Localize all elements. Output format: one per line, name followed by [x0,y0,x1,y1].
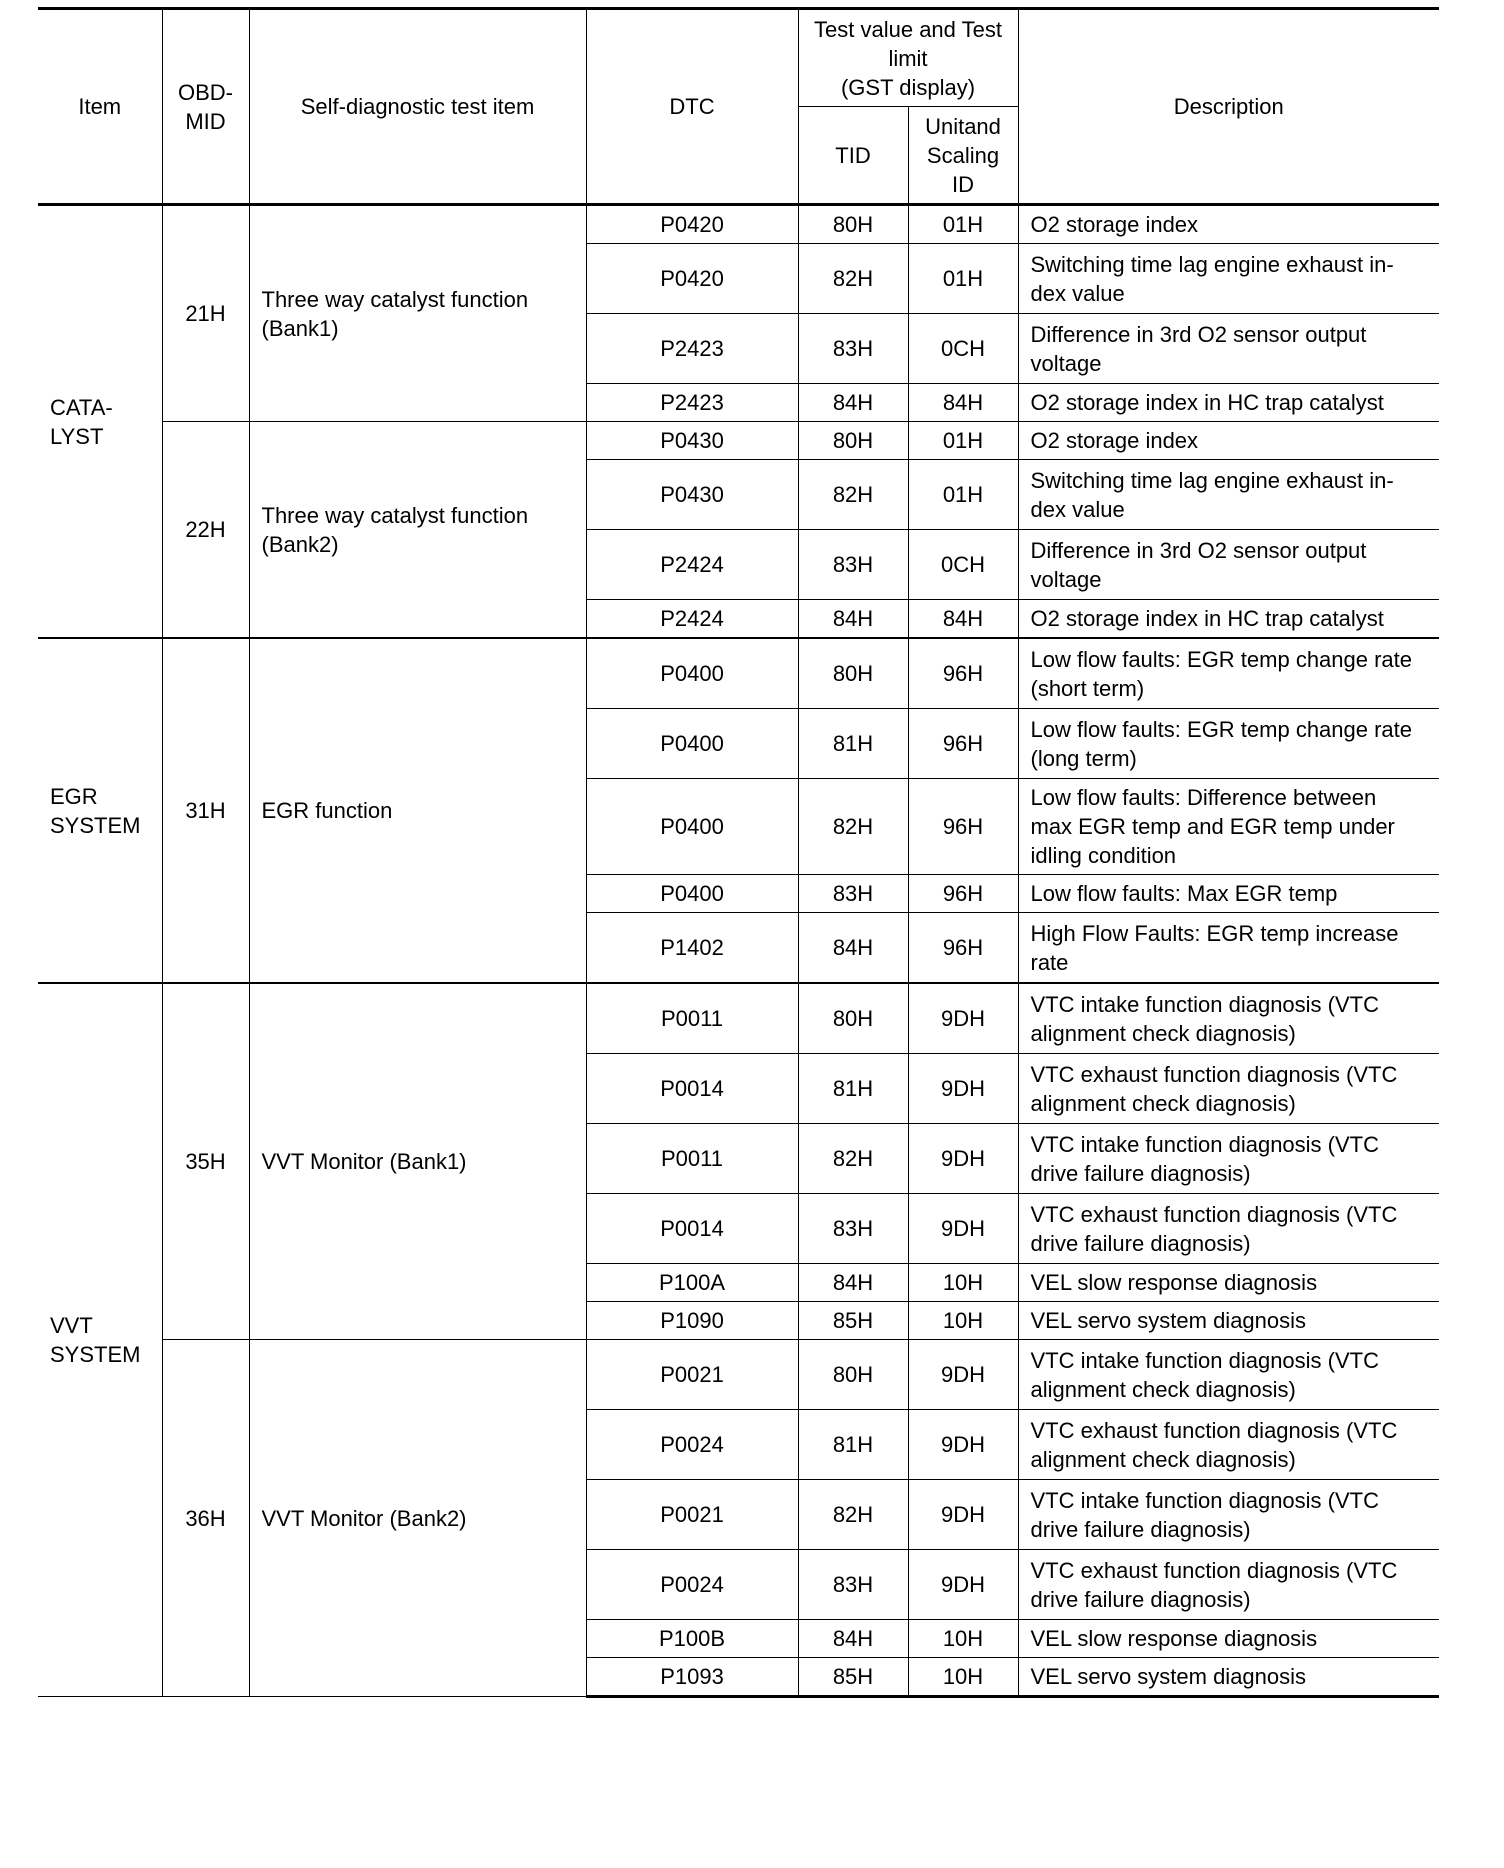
dtc-cell: P100A [586,1264,798,1302]
description-cell: VTC intake function diagnosis (VTC alignment check diagnosis) [1018,983,1439,1054]
obd-mid-cell: 21H [162,205,249,422]
scaling-id-cell: 96H [908,709,1018,779]
header-test-value: Test value and Test limit (GST display) [798,9,1018,107]
scaling-id-cell: 9DH [908,983,1018,1054]
dtc-cell: P0024 [586,1410,798,1480]
table-row [38,1340,1439,1410]
scaling-id-cell: 10H [908,1658,1018,1697]
header-dtc: DTC [586,9,798,205]
scaling-id-cell: 0CH [908,314,1018,384]
dtc-cell: P2424 [586,600,798,639]
test-item-cell: VVT Monitor (Bank1) [249,983,586,1340]
description-cell: VTC exhaust function diagnosis (VTC drive failure diagnosis) [1018,1550,1439,1620]
tid-cell: 83H [798,314,908,384]
obd-test-table [38,7,1439,1698]
tid-cell: 80H [798,983,908,1054]
system-item-cell: EGR SYSTEM [38,638,162,983]
header-item: Item [38,9,162,205]
scaling-id-cell: 9DH [908,1550,1018,1620]
description-cell: VTC intake function diagnosis (VTC alignment check diagnosis) [1018,1340,1439,1410]
scaling-id-cell: 10H [908,1264,1018,1302]
dtc-cell: P0011 [586,983,798,1054]
scaling-id-cell: 9DH [908,1480,1018,1550]
header-test-item: Self-diagnostic test item [249,9,586,205]
header-obd-mid: OBD- MID [162,9,249,205]
scaling-id-cell: 01H [908,460,1018,530]
tid-cell: 84H [798,1264,908,1302]
description-cell: VEL slow response diagnosis [1018,1264,1439,1302]
scaling-id-cell: 84H [908,600,1018,639]
tid-cell: 85H [798,1658,908,1697]
table-row [38,638,1439,709]
tid-cell: 80H [798,422,908,460]
description-cell: VEL servo system diagnosis [1018,1302,1439,1340]
test-item-cell: EGR function [249,638,586,983]
tid-cell: 84H [798,600,908,639]
tid-cell: 83H [798,530,908,600]
scaling-id-cell: 01H [908,244,1018,314]
tid-cell: 84H [798,384,908,422]
description-cell: Difference in 3rd O2 sensor output voltage [1018,314,1439,384]
description-cell: Low flow faults: EGR temp change rate (short term) [1018,638,1439,709]
tid-cell: 82H [798,244,908,314]
dtc-cell: P2423 [586,384,798,422]
scaling-id-cell: 96H [908,913,1018,984]
tid-cell: 83H [798,1550,908,1620]
dtc-cell: P0011 [586,1124,798,1194]
tid-cell: 80H [798,638,908,709]
table-row [38,422,1439,460]
tid-cell: 84H [798,913,908,984]
dtc-cell: P0400 [586,779,798,875]
tid-cell: 84H [798,1620,908,1658]
dtc-cell: P0400 [586,875,798,913]
obd-mid-cell: 36H [162,1340,249,1697]
description-cell: VTC intake function diagnosis (VTC drive failure diagnosis) [1018,1480,1439,1550]
tid-cell: 82H [798,460,908,530]
scaling-id-cell: 96H [908,779,1018,875]
description-cell: Difference in 3rd O2 sensor output voltage [1018,530,1439,600]
tid-cell: 82H [798,1124,908,1194]
scaling-id-cell: 10H [908,1620,1018,1658]
tid-cell: 83H [798,1194,908,1264]
test-item-cell: Three way catalyst function (Bank1) [249,205,586,422]
description-cell: Switching time lag engine exhaust in- dex value [1018,244,1439,314]
dtc-cell: P0021 [586,1480,798,1550]
dtc-cell: P0420 [586,244,798,314]
test-item-cell: Three way catalyst function (Bank2) [249,422,586,639]
scaling-id-cell: 01H [908,422,1018,460]
scaling-id-cell: 84H [908,384,1018,422]
description-cell: Low flow faults: Difference between max EGR temp and EGR temp under idling condition [1018,779,1439,875]
dtc-cell: P1402 [586,913,798,984]
table-row [38,983,1439,1054]
dtc-cell: P0400 [586,638,798,709]
scaling-id-cell: 10H [908,1302,1018,1340]
description-cell: VEL slow response diagnosis [1018,1620,1439,1658]
test-item-cell: VVT Monitor (Bank2) [249,1340,586,1697]
dtc-cell: P0400 [586,709,798,779]
description-cell: VTC exhaust function diagnosis (VTC alignment check diagnosis) [1018,1410,1439,1480]
dtc-cell: P0024 [586,1550,798,1620]
description-cell: VTC exhaust function diagnosis (VTC drive failure diagnosis) [1018,1194,1439,1264]
header-description: Description [1018,9,1439,205]
tid-cell: 81H [798,709,908,779]
dtc-cell: P0014 [586,1194,798,1264]
description-cell: Low flow faults: EGR temp change rate (long term) [1018,709,1439,779]
scaling-id-cell: 0CH [908,530,1018,600]
dtc-cell: P0021 [586,1340,798,1410]
obd-mid-cell: 31H [162,638,249,983]
scaling-id-cell: 9DH [908,1194,1018,1264]
dtc-cell: P0014 [586,1054,798,1124]
dtc-cell: P0420 [586,205,798,244]
description-cell: O2 storage index in HC trap catalyst [1018,384,1439,422]
system-item-cell: CATA- LYST [38,205,162,639]
description-cell: O2 storage index in HC trap catalyst [1018,600,1439,639]
dtc-cell: P2423 [586,314,798,384]
header-tid: TID [798,107,908,205]
description-cell: O2 storage index [1018,422,1439,460]
table-body [38,205,1439,1697]
tid-cell: 82H [798,1480,908,1550]
tid-cell: 83H [798,875,908,913]
dtc-cell: P100B [586,1620,798,1658]
description-cell: O2 storage index [1018,205,1439,244]
description-cell: VEL servo system diagnosis [1018,1658,1439,1697]
header-unit-scaling: Unitand Scaling ID [908,107,1018,205]
scaling-id-cell: 01H [908,205,1018,244]
tid-cell: 80H [798,205,908,244]
tid-cell: 81H [798,1054,908,1124]
dtc-cell: P0430 [586,460,798,530]
dtc-cell: P0430 [586,422,798,460]
table-header [38,9,1439,205]
scaling-id-cell: 9DH [908,1340,1018,1410]
tid-cell: 81H [798,1410,908,1480]
description-cell: VTC intake function diagnosis (VTC drive failure diagnosis) [1018,1124,1439,1194]
scaling-id-cell: 96H [908,638,1018,709]
document-page [38,7,1439,1698]
scaling-id-cell: 9DH [908,1410,1018,1480]
scaling-id-cell: 9DH [908,1054,1018,1124]
dtc-cell: P1093 [586,1658,798,1697]
system-item-cell: VVT SYSTEM [38,983,162,1697]
dtc-cell: P1090 [586,1302,798,1340]
obd-mid-cell: 22H [162,422,249,639]
table-row [38,205,1439,244]
description-cell: Low flow faults: Max EGR temp [1018,875,1439,913]
obd-mid-cell: 35H [162,983,249,1340]
description-cell: Switching time lag engine exhaust in- dex value [1018,460,1439,530]
description-cell: VTC exhaust function diagnosis (VTC alignment check diagnosis) [1018,1054,1439,1124]
description-cell: High Flow Faults: EGR temp increase rate [1018,913,1439,984]
scaling-id-cell: 96H [908,875,1018,913]
tid-cell: 82H [798,779,908,875]
tid-cell: 80H [798,1340,908,1410]
tid-cell: 85H [798,1302,908,1340]
scaling-id-cell: 9DH [908,1124,1018,1194]
dtc-cell: P2424 [586,530,798,600]
